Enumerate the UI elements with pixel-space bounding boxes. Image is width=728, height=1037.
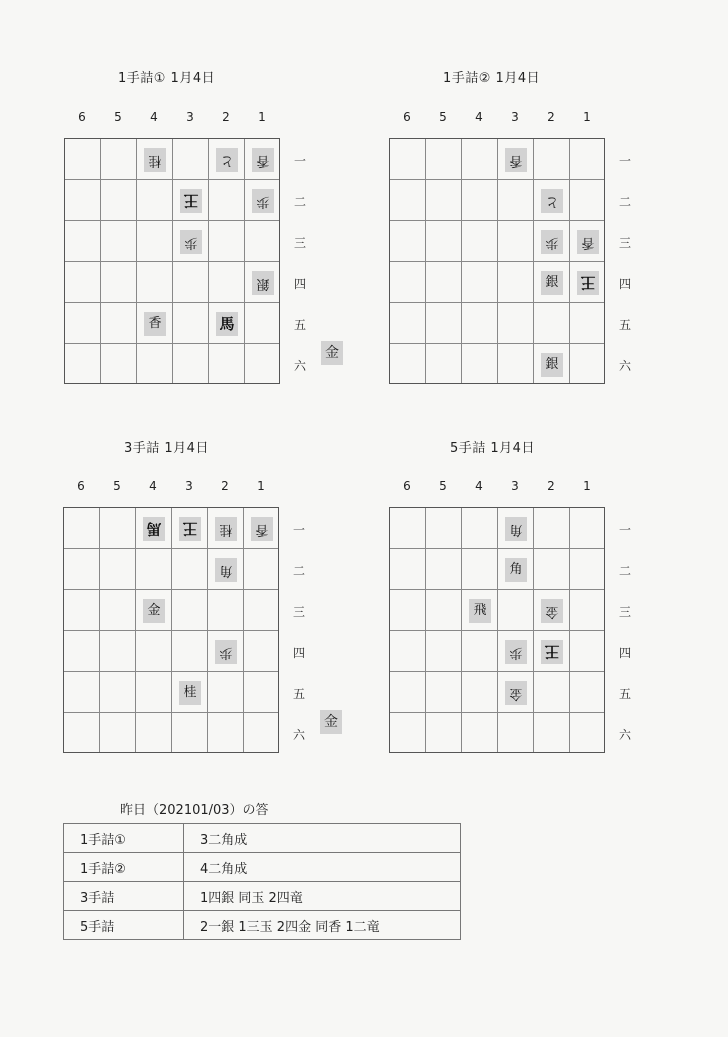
row-number: 一 — [618, 154, 631, 168]
shogi-piece: 銀 — [252, 271, 274, 295]
column-number: 2 — [221, 479, 229, 493]
grid-line — [244, 139, 245, 383]
shogi-piece: 香 — [505, 148, 527, 172]
grid-line — [390, 712, 604, 713]
shogi-piece: 歩 — [252, 189, 274, 213]
answers-title: 昨日（202101/03）の答 — [120, 803, 269, 818]
column-number: 4 — [475, 479, 483, 493]
grid-line — [65, 261, 279, 262]
table-row — [64, 853, 461, 882]
shogi-piece: 歩 — [215, 640, 237, 664]
shogi-piece: 飛 — [469, 599, 491, 623]
row-number: 一 — [618, 523, 631, 537]
piece-in-hand: 金 — [321, 341, 343, 365]
shogi-piece: 王 — [541, 640, 563, 664]
grid-line — [390, 343, 604, 344]
column-number: 4 — [475, 110, 483, 124]
shogi-piece: 金 — [143, 599, 165, 623]
puzzle-title: 3手詰 1月4日 — [124, 441, 209, 456]
column-number: 1 — [583, 110, 591, 124]
answer-move: 1四銀 同玉 2四竜 — [184, 882, 461, 911]
row-number: 六 — [618, 728, 631, 742]
puzzle-title: 5手詰 1月4日 — [450, 441, 535, 456]
puzzle-title: 1手詰② 1月4日 — [443, 71, 541, 86]
shogi-piece: 歩 — [505, 640, 527, 664]
grid-line — [64, 712, 278, 713]
table-row — [64, 882, 461, 911]
row-number: 一 — [292, 523, 305, 537]
grid-line — [390, 671, 604, 672]
answer-move: 3二角成 — [184, 824, 461, 853]
row-number: 四 — [618, 277, 631, 291]
column-number: 4 — [150, 110, 158, 124]
row-number: 五 — [292, 687, 305, 701]
answer-move: 4二角成 — [184, 853, 461, 882]
shogi-piece: 王 — [180, 189, 202, 213]
row-number: 五 — [293, 318, 306, 332]
answer-move: 2一銀 1三玉 2四金 同香 1二竜 — [184, 911, 461, 940]
column-number: 2 — [222, 110, 230, 124]
column-number: 3 — [186, 110, 194, 124]
grid-line — [533, 139, 534, 383]
grid-line — [569, 139, 570, 383]
shogi-board — [64, 138, 280, 384]
row-number: 三 — [618, 236, 631, 250]
column-number: 5 — [114, 110, 122, 124]
shogi-piece: と — [541, 189, 563, 213]
column-number: 5 — [113, 479, 121, 493]
shogi-board — [389, 507, 605, 753]
grid-line — [208, 139, 209, 383]
shogi-piece: 香 — [144, 312, 166, 336]
column-number: 1 — [258, 110, 266, 124]
answer-puzzle-name: 5手詰 — [64, 911, 184, 940]
column-number: 6 — [403, 110, 411, 124]
row-number: 三 — [293, 236, 306, 250]
shogi-piece: 歩 — [180, 230, 202, 254]
row-number: 六 — [293, 359, 306, 373]
shogi-piece: 香 — [252, 148, 274, 172]
grid-line — [569, 508, 570, 752]
column-number: 5 — [439, 479, 447, 493]
row-number: 二 — [292, 564, 305, 578]
shogi-piece: 王 — [179, 517, 201, 541]
column-number: 1 — [583, 479, 591, 493]
shogi-piece: 歩 — [541, 230, 563, 254]
shogi-piece: 香 — [251, 517, 273, 541]
shogi-piece: 桂 — [144, 148, 166, 172]
grid-line — [64, 671, 278, 672]
row-number: 四 — [293, 277, 306, 291]
column-number: 5 — [439, 110, 447, 124]
grid-line — [207, 508, 208, 752]
shogi-piece: 角 — [505, 558, 527, 582]
puzzle-title: 1手詰① 1月4日 — [118, 71, 216, 86]
answer-puzzle-name: 3手詰 — [64, 882, 184, 911]
column-number: 2 — [547, 479, 555, 493]
row-number: 五 — [618, 318, 631, 332]
shogi-piece: 桂 — [215, 517, 237, 541]
grid-line — [390, 630, 604, 631]
row-number: 五 — [618, 687, 631, 701]
grid-line — [65, 302, 279, 303]
row-number: 六 — [618, 359, 631, 373]
grid-line — [390, 302, 604, 303]
shogi-piece: 王 — [577, 271, 599, 295]
column-number: 3 — [185, 479, 193, 493]
grid-line — [533, 508, 534, 752]
shogi-piece: と — [216, 148, 238, 172]
row-number: 二 — [293, 195, 306, 209]
table-row — [64, 911, 461, 940]
answer-puzzle-name: 1手詰① — [64, 824, 184, 853]
row-number: 四 — [618, 646, 631, 660]
shogi-piece: 角 — [215, 558, 237, 582]
shogi-piece: 角 — [505, 517, 527, 541]
shogi-board — [63, 507, 279, 753]
row-number: 一 — [293, 154, 306, 168]
shogi-board — [389, 138, 605, 384]
column-number: 6 — [403, 479, 411, 493]
grid-line — [243, 508, 244, 752]
shogi-piece: 馬 — [143, 517, 165, 541]
shogi-piece: 金 — [505, 681, 527, 705]
column-number: 4 — [149, 479, 157, 493]
shogi-piece: 金 — [541, 599, 563, 623]
grid-line — [65, 343, 279, 344]
column-number: 6 — [78, 110, 86, 124]
row-number: 二 — [618, 564, 631, 578]
column-number: 1 — [257, 479, 265, 493]
column-number: 3 — [511, 479, 519, 493]
row-number: 二 — [618, 195, 631, 209]
grid-line — [64, 630, 278, 631]
answer-puzzle-name: 1手詰② — [64, 853, 184, 882]
column-number: 6 — [77, 479, 85, 493]
row-number: 四 — [292, 646, 305, 660]
grid-line — [390, 261, 604, 262]
row-number: 六 — [292, 728, 305, 742]
answers-table — [63, 823, 461, 940]
shogi-piece: 銀 — [541, 271, 563, 295]
column-number: 3 — [511, 110, 519, 124]
row-number: 三 — [618, 605, 631, 619]
row-number: 三 — [292, 605, 305, 619]
table-row — [64, 824, 461, 853]
shogi-piece: 桂 — [179, 681, 201, 705]
shogi-piece: 銀 — [541, 353, 563, 377]
shogi-piece: 馬 — [216, 312, 238, 336]
shogi-piece: 香 — [577, 230, 599, 254]
column-number: 2 — [547, 110, 555, 124]
piece-in-hand: 金 — [320, 710, 342, 734]
